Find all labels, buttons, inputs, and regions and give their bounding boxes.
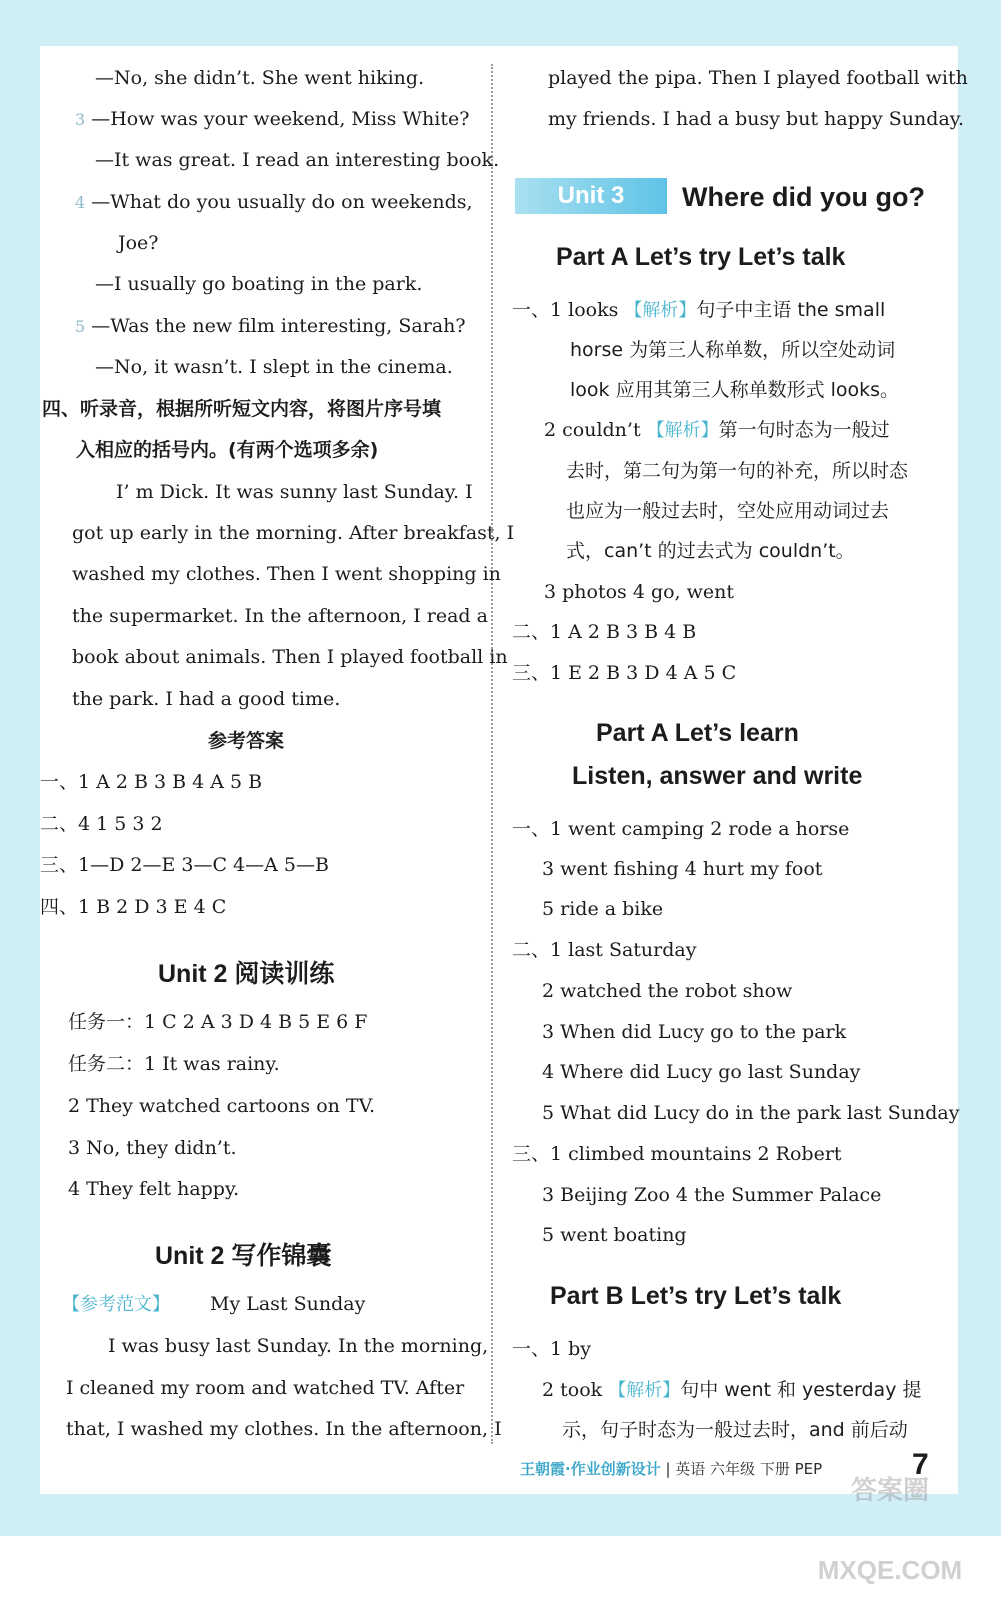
task-line: 4 They felt happy.	[68, 1178, 240, 1200]
passage-line: washed my clothes. Then I went shopping in	[72, 563, 501, 585]
page-footer	[520, 1458, 822, 1479]
answer-line: 三、1—D 2—E 3—C 4—A 5—B	[40, 854, 329, 876]
sample-tag: 【参考范文】	[62, 1294, 170, 1315]
answers-title: 参考答案	[208, 730, 285, 752]
answer-line: 一、1 A 2 B 3 B 4 A 5 B	[40, 771, 263, 793]
explanation-line	[544, 416, 890, 445]
page-frame-right	[958, 0, 1001, 1536]
explanation-line	[542, 1376, 921, 1405]
analysis-text: 第一句时态为一般过	[718, 419, 890, 441]
answer-line: 四、1 B 2 D 3 E 4 C	[40, 896, 227, 918]
explanation-line: look 应用其第三人称单数形式 looks。	[570, 379, 900, 401]
column-divider	[491, 64, 493, 1444]
sample-title: My Last Sunday	[210, 1293, 366, 1315]
answer-line: 3 When did Lucy go to the park	[542, 1021, 847, 1043]
sample-header	[62, 1290, 365, 1319]
explanation-line: 示，句子时态为一般过去时，and 前后动	[562, 1419, 908, 1441]
task-line: 任务二：1 It was rainy.	[68, 1053, 280, 1075]
page-frame-top	[0, 0, 1001, 46]
passage-line: the supermarket. In the afternoon, I read a	[72, 605, 488, 627]
sample-line: that, I washed my clothes. In the afternoon, I	[66, 1418, 502, 1440]
analysis-text: 句中 went 和 yesterday 提	[680, 1379, 922, 1401]
explanation-line: 也应为一般过去时，空处应用动词过去	[566, 500, 890, 522]
answer-line: 5 What did Lucy do in the park last Sunday	[542, 1102, 960, 1124]
answer-line: 三、1 E 2 B 3 D 4 A 5 C	[512, 662, 737, 684]
answer-line: 一、1 by	[512, 1338, 592, 1360]
task-line: 任务一：1 C 2 A 3 D 4 B 5 E 6 F	[68, 1011, 368, 1033]
dialogue-line: Joe?	[118, 232, 159, 254]
answer-line: 二、1 last Saturday	[512, 939, 697, 961]
dialogue-line	[75, 188, 473, 217]
page-number: 7	[912, 1448, 929, 1481]
explanation-line: horse 为第三人称单数，所以空处动词	[570, 339, 896, 361]
sample-line: my friends. I had a busy but happy Sunday.	[548, 108, 965, 130]
answer-line: 二、1 A 2 B 3 B 4 B	[512, 621, 697, 643]
answer-line: 二、4 1 5 3 2	[40, 813, 163, 835]
section-heading: Unit 2 阅读训练	[158, 960, 335, 988]
answer-text: 2 couldn’t	[544, 419, 647, 441]
section-heading: Listen, answer and write	[572, 762, 863, 790]
answer-line: 5 ride a bike	[542, 898, 664, 920]
explanation-line: 去时，第二句为第一句的补充，所以时态	[566, 460, 909, 482]
answer-line: 3 Beijing Zoo 4 the Summer Palace	[542, 1184, 882, 1206]
answer-line: 3 went fishing 4 hurt my foot	[542, 858, 823, 880]
section-heading: Part A Let’s learn	[596, 719, 799, 747]
sample-line: I was busy last Sunday. In the morning,	[108, 1335, 489, 1357]
dialogue-text: —How was your weekend, Miss White?	[91, 108, 470, 130]
brand-name: 王朝霞·作业创新设计	[520, 1460, 661, 1478]
dialogue-text: —Was the new film interesting, Sarah?	[91, 315, 466, 337]
passage-line: book about animals. Then I played football in	[72, 646, 508, 668]
item-number: 5	[75, 317, 86, 336]
dialogue-line: —No, she didn’t. She went hiking.	[95, 67, 425, 89]
item-number: 3	[75, 110, 86, 129]
analysis-tag: 【解析】	[608, 1380, 681, 1401]
section-heading: Unit 2 写作锦囊	[155, 1242, 332, 1270]
item-number: 4	[75, 193, 86, 212]
answer-line: 2 watched the robot show	[542, 980, 793, 1002]
passage-line: got up early in the morning. After breakfast, I	[72, 522, 515, 544]
answer-line: 5 went boating	[542, 1224, 687, 1246]
explanation-line: 式，can’t 的过去式为 couldn’t。	[566, 540, 855, 562]
dialogue-line	[75, 312, 466, 341]
section-heading: Part B Let’s try Let’s talk	[550, 1282, 842, 1310]
analysis-tag: 【解析】	[646, 420, 719, 441]
answer-line: 4 Where did Lucy go last Sunday	[542, 1061, 861, 1083]
section-heading: Part A Let’s try Let’s talk	[556, 243, 846, 271]
task-line: 2 They watched cartoons on TV.	[68, 1095, 376, 1117]
answer-line: 一、1 went camping 2 rode a horse	[512, 818, 850, 840]
analysis-tag: 【解析】	[624, 300, 697, 321]
explanation-line	[512, 296, 885, 325]
sample-line: I cleaned my room and watched TV. After	[66, 1377, 465, 1399]
dialogue-line: —No, it wasn’t. I slept in the cinema.	[95, 356, 453, 378]
watermark-logo: 答案圈 MXQE.COM	[817, 1475, 963, 1585]
book-info: | 英语 六年级 下册 PEP	[660, 1460, 823, 1478]
answer-line: 三、1 climbed mountains 2 Robert	[512, 1143, 842, 1165]
sample-line: played the pipa. Then I played football with	[548, 67, 968, 89]
answer-line: 3 photos 4 go, went	[544, 581, 735, 603]
unit-title: Where did you go?	[682, 182, 925, 212]
answer-text: 一、1 looks	[512, 299, 625, 321]
dialogue-line: —It was great. I read an interesting book.	[95, 149, 500, 171]
dialogue-line	[75, 105, 469, 134]
dialogue-line: —I usually go boating in the park.	[95, 273, 423, 295]
analysis-text: 句子中主语 the small	[696, 299, 886, 321]
answer-text: 2 took	[542, 1379, 609, 1401]
passage-line: the park. I had a good time.	[72, 688, 341, 710]
question-title: 四、听录音，根据所听短文内容，将图片序号填	[42, 398, 442, 420]
dialogue-text: —What do you usually do on weekends,	[91, 191, 473, 213]
task-line: 3 No, they didn’t.	[68, 1137, 237, 1159]
passage-line: I’ m Dick. It was sunny last Sunday. I	[116, 481, 473, 503]
page-frame-left	[0, 0, 40, 1536]
question-title: 入相应的括号内。(有两个选项多余)	[76, 439, 379, 461]
unit-badge: Unit 3	[515, 178, 667, 214]
